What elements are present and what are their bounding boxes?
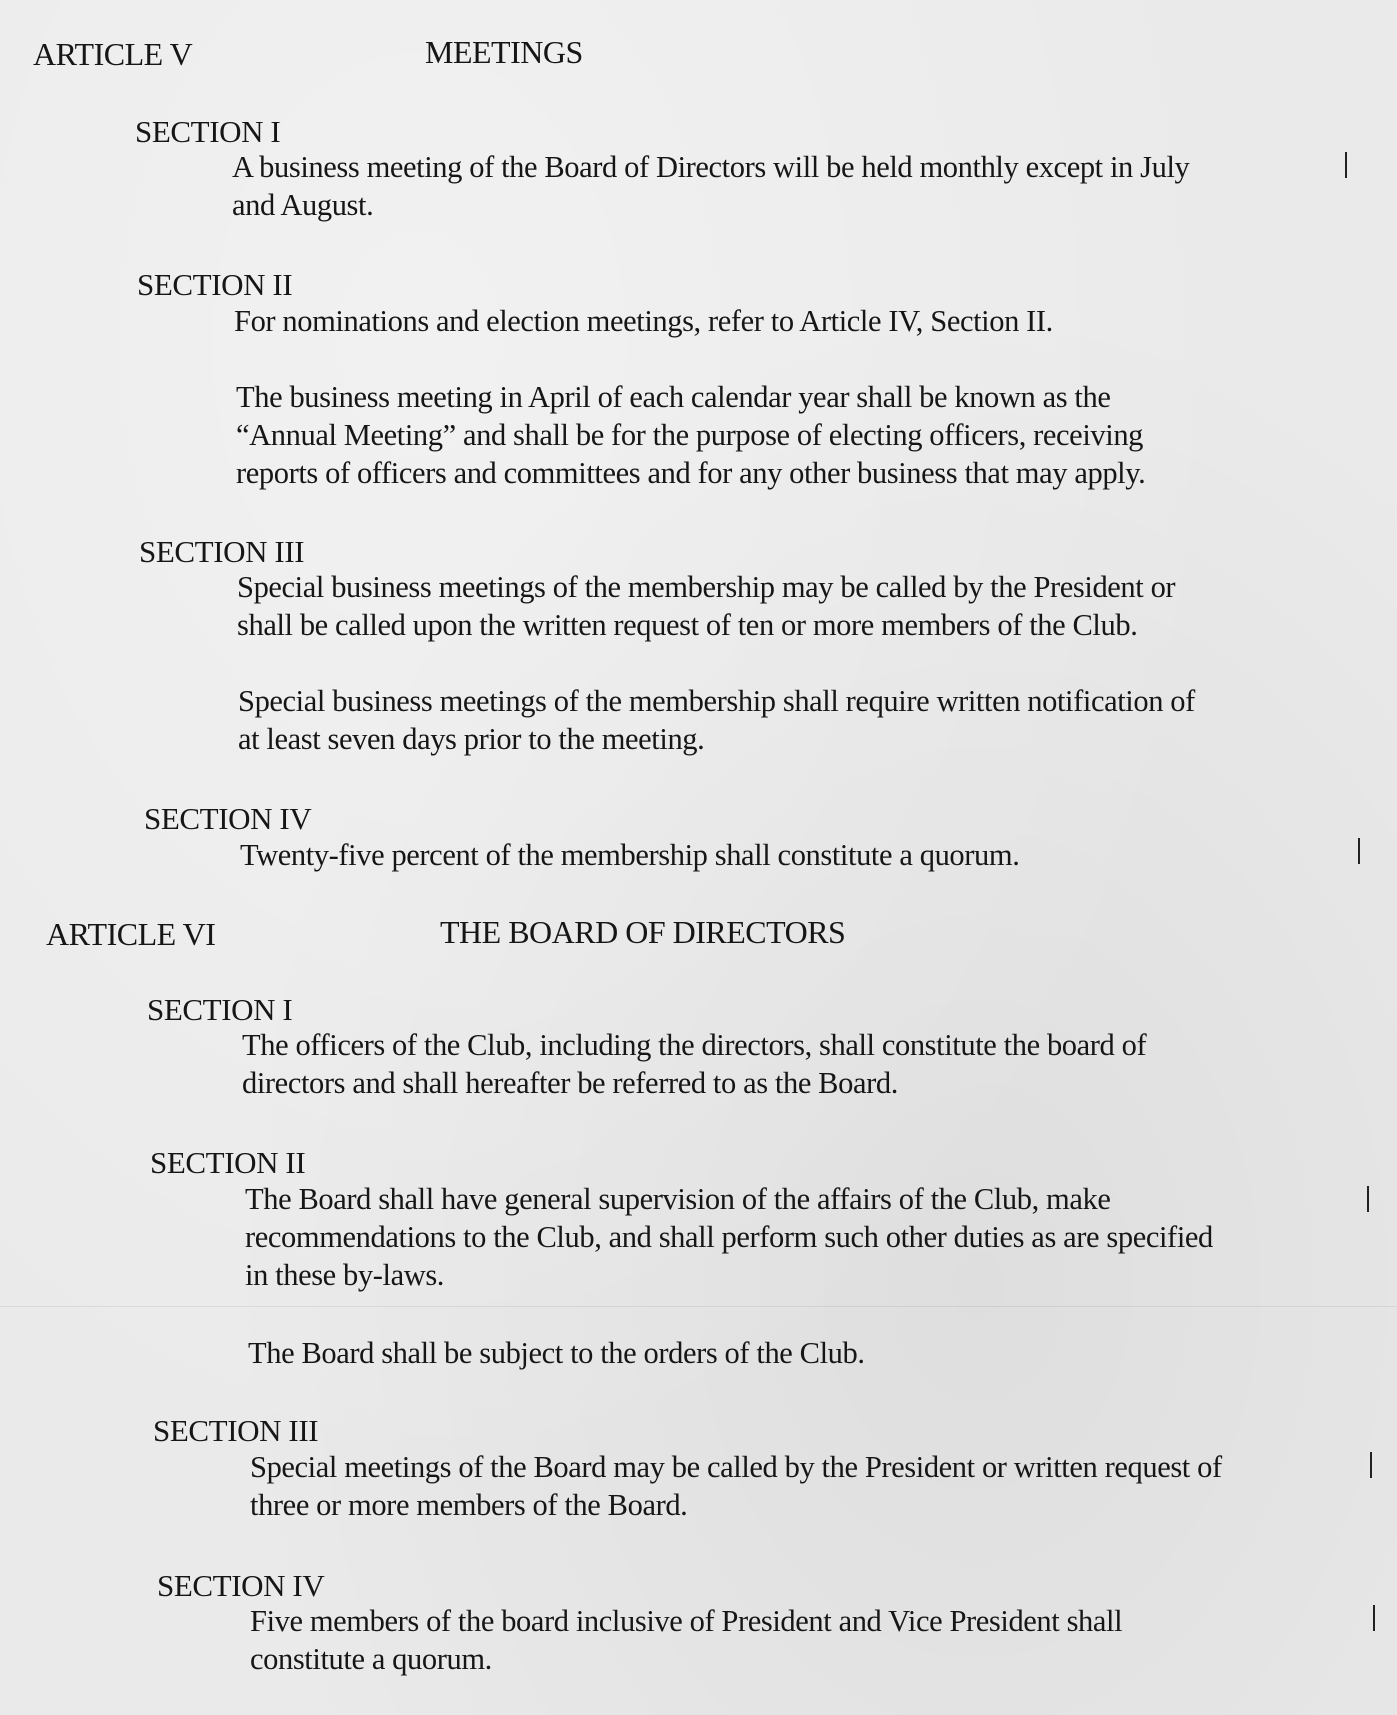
text-line: The Board shall have general supervision of the affairs of the Club, make xyxy=(245,1182,1111,1216)
article-6-section-1-heading: SECTION I xyxy=(147,992,293,1027)
text-line: Twenty-five percent of the membership shall constitute a quorum. xyxy=(240,838,1020,872)
article-5-section-4-heading: SECTION IV xyxy=(144,801,312,836)
text-line: Special business meetings of the membership shall require written notification of xyxy=(238,684,1195,718)
scan-artifact-line xyxy=(0,1306,1397,1307)
text-line: The business meeting in April of each calendar year shall be known as the xyxy=(236,380,1111,414)
text-line: and August. xyxy=(232,188,374,222)
article-6-section-2-heading: SECTION II xyxy=(150,1145,306,1180)
article-6-label: ARTICLE VI xyxy=(46,916,216,952)
article-6-section-4-text xyxy=(250,1602,1122,1678)
text-line: directors and shall hereafter be referred to as the Board. xyxy=(242,1066,898,1100)
text-line: constitute a quorum. xyxy=(250,1642,492,1676)
text-line: shall be called upon the written request of ten or more members of the Club. xyxy=(237,608,1138,642)
article-6-section-2-paragraph-1 xyxy=(245,1180,1213,1294)
article-5-title: MEETINGS xyxy=(425,34,583,70)
article-6-section-3-heading: SECTION III xyxy=(153,1413,319,1448)
text-line: The Board shall be subject to the orders of the Club. xyxy=(248,1336,865,1370)
text-line: in these by-laws. xyxy=(245,1258,445,1292)
revision-bar xyxy=(1373,1605,1375,1631)
text-line: reports of officers and committees and for any other business that may apply. xyxy=(236,456,1146,490)
text-line: A business meeting of the Board of Directors will be held monthly except in July xyxy=(232,150,1190,184)
text-line: at least seven days prior to the meeting. xyxy=(238,722,705,756)
text-line: Special business meetings of the membership may be called by the President or xyxy=(237,570,1176,604)
article-6-section-4-heading: SECTION IV xyxy=(157,1568,325,1603)
revision-bar xyxy=(1358,838,1360,864)
revision-bar xyxy=(1367,1186,1369,1212)
article-5-section-4-text xyxy=(240,836,1019,874)
article-5-section-3-heading: SECTION III xyxy=(139,534,305,569)
article-5-section-2-paragraph-2 xyxy=(236,378,1145,492)
article-5-section-3-paragraph-1 xyxy=(237,568,1175,644)
article-6-section-1-text xyxy=(242,1026,1146,1102)
revision-bar xyxy=(1345,152,1347,178)
article-6-section-3-text xyxy=(250,1448,1222,1524)
text-line: Five members of the board inclusive of President and Vice President shall xyxy=(250,1604,1123,1638)
text-line: “Annual Meeting” and shall be for the purpose of electing officers, receiving xyxy=(236,418,1144,452)
revision-bar xyxy=(1370,1452,1372,1478)
text-line: The officers of the Club, including the directors, shall constitute the board of xyxy=(242,1028,1147,1062)
article-6-title: THE BOARD OF DIRECTORS xyxy=(440,914,846,950)
article-5-label: ARTICLE V xyxy=(33,36,193,72)
article-6-section-2-paragraph-2 xyxy=(248,1334,865,1372)
article-5-section-2-heading: SECTION II xyxy=(137,267,293,302)
text-line: three or more members of the Board. xyxy=(250,1488,688,1522)
article-5-section-1-heading: SECTION I xyxy=(135,114,281,149)
text-line: For nominations and election meetings, refer to Article IV, Section II. xyxy=(234,304,1053,338)
text-line: Special meetings of the Board may be called by the President or written request of xyxy=(250,1450,1222,1484)
article-5-section-1-text xyxy=(232,148,1189,224)
article-5-section-2-paragraph-1 xyxy=(234,302,1053,340)
article-5-section-3-paragraph-2 xyxy=(238,682,1195,758)
text-line: recommendations to the Club, and shall perform such other duties as are specified xyxy=(245,1220,1213,1254)
